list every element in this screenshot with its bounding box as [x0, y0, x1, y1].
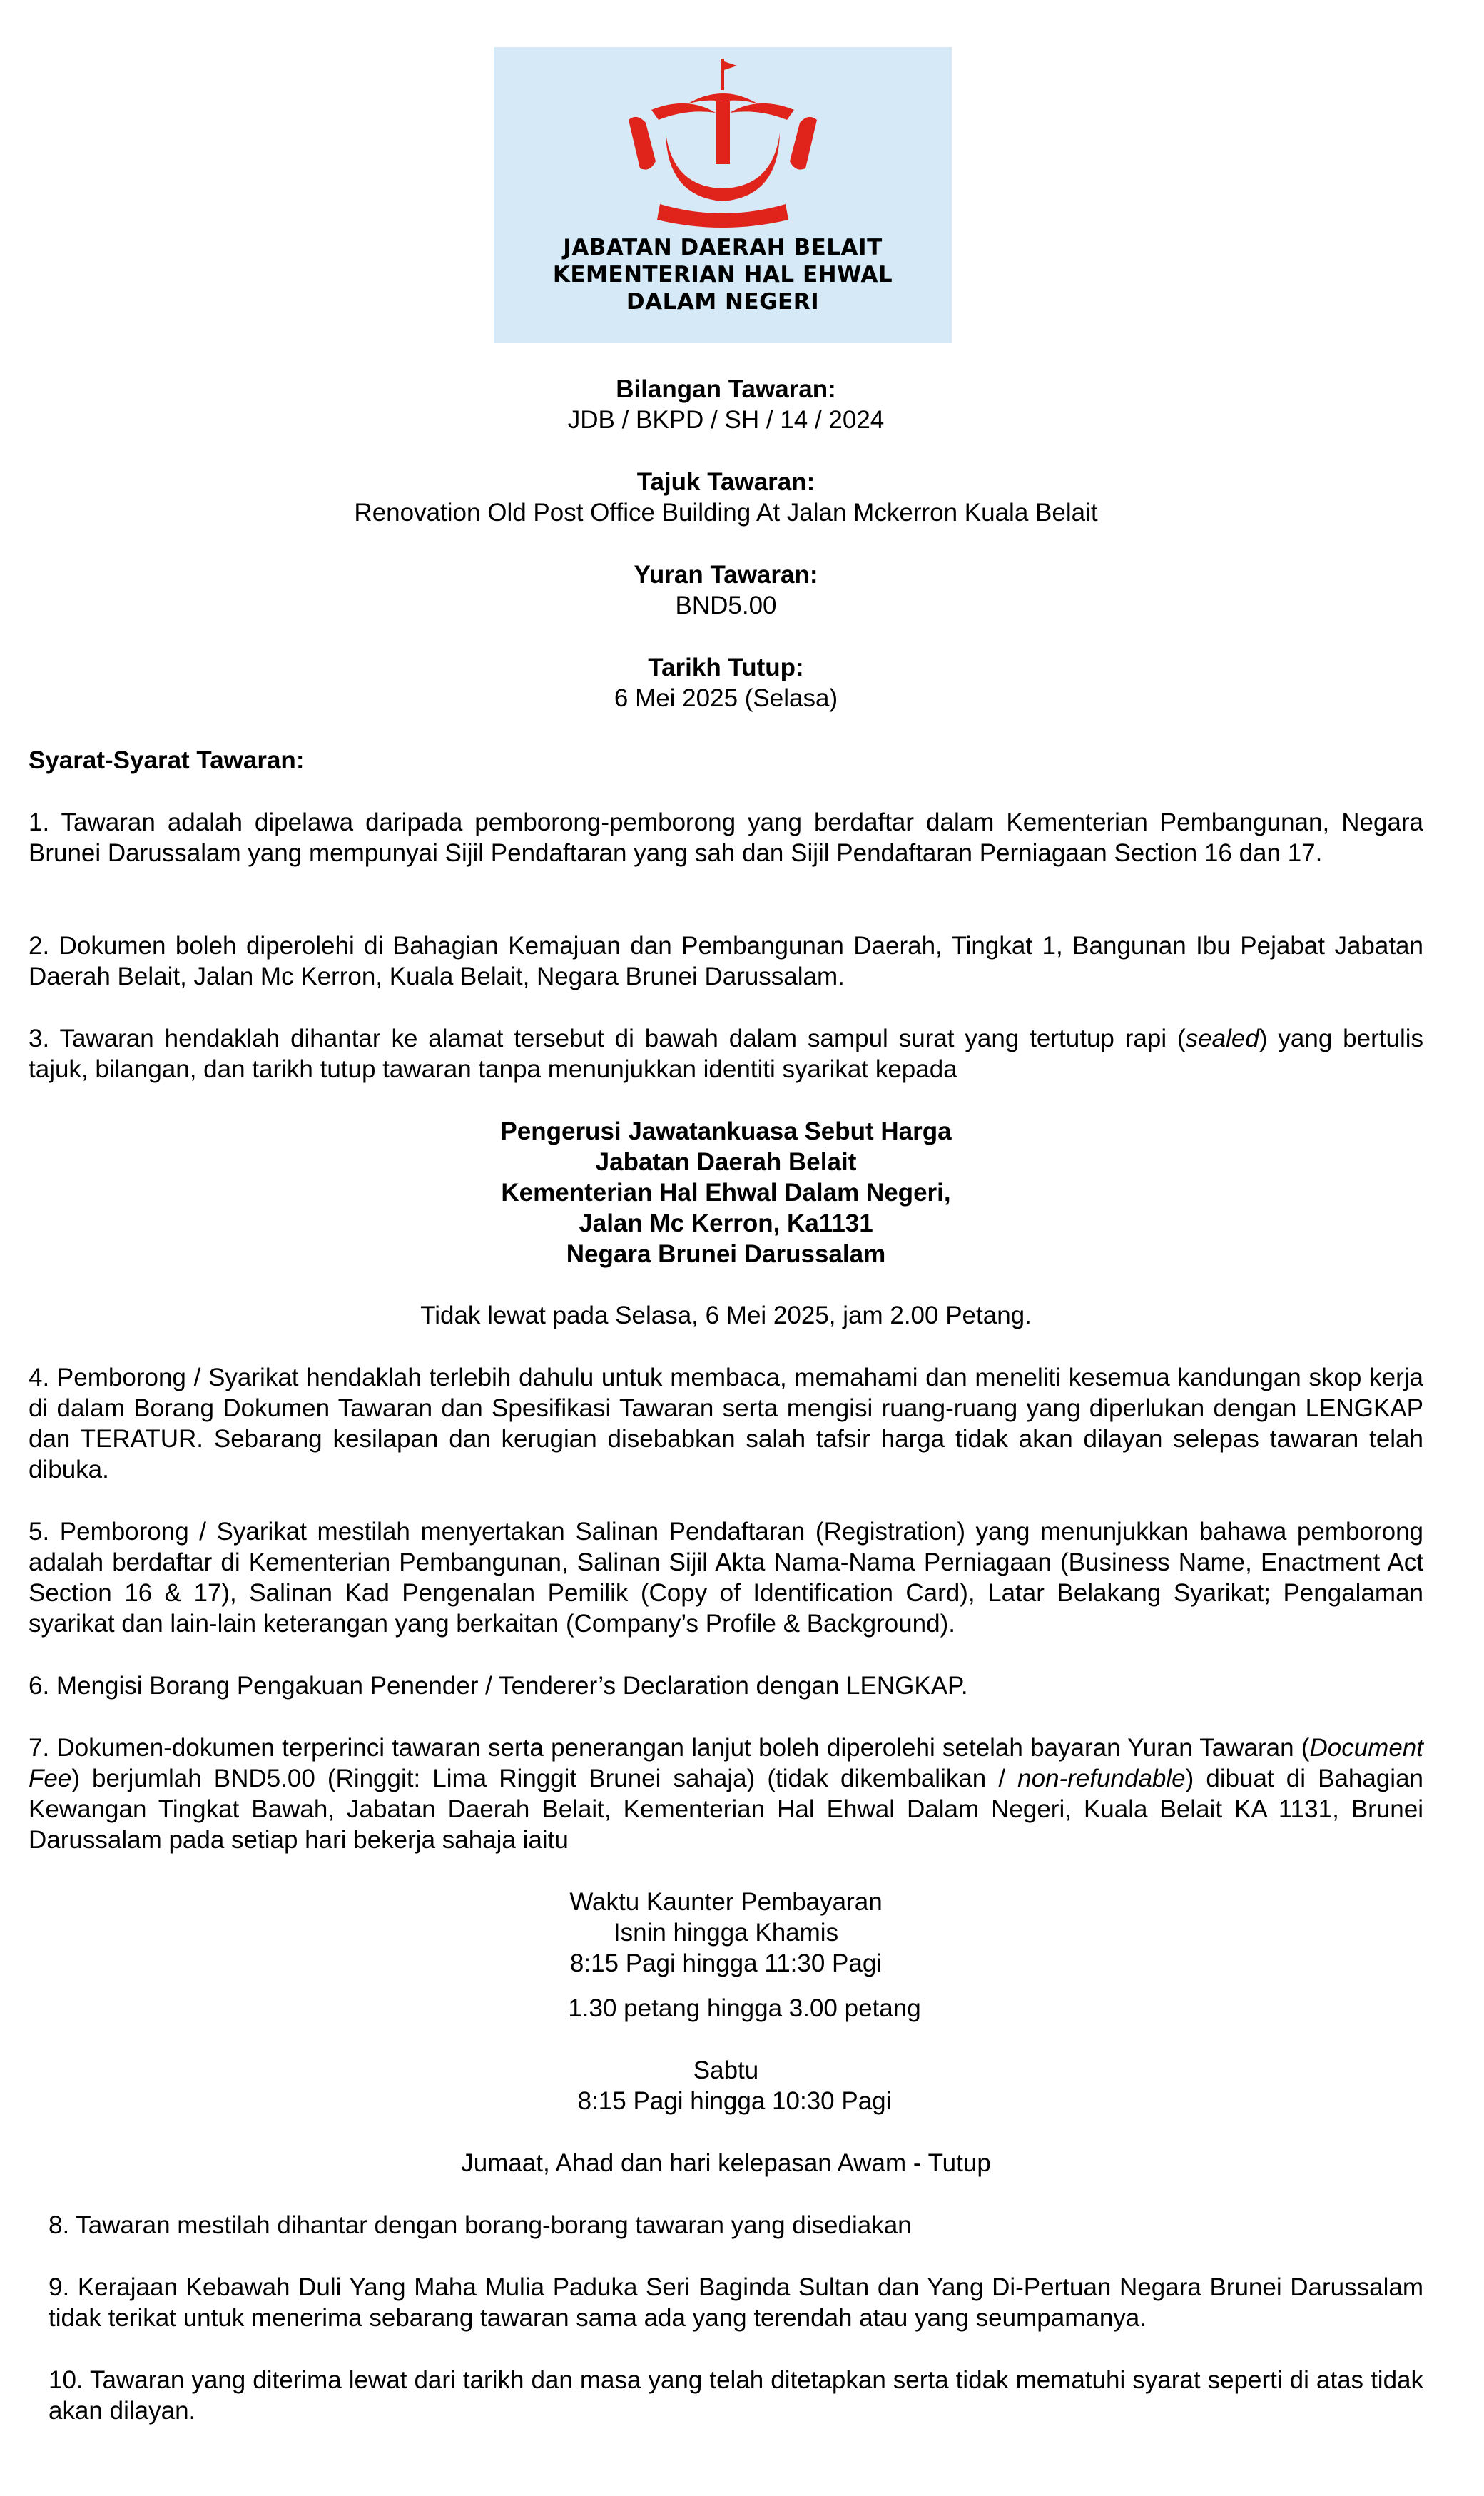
address-line-2: Jabatan Daerah Belait	[595, 1148, 857, 1176]
tajuk-value: Renovation Old Post Office Building At Jalan Mckerron Kuala Belait	[354, 499, 1098, 527]
term-item-6: 6. Mengisi Borang Pengakuan Penender / Tenderer’s Declaration dengan LENGKAP.	[29, 1672, 968, 1700]
logo-line-3: DALAM NEGERI	[626, 289, 820, 315]
term-item-1: 1. Tawaran adalah dipelawa daripada pemborong-pemborong yang berdaftar dalam Kementerian Pembangunan, Negara Brunei Darussalam yang mempunyai Sijil Pendaftaran yang sah dan Sijil Pendaftaran Perniagaan Section 16 dan 17.	[29, 808, 1423, 867]
tarikh-value: 6 Mei 2025 (Selasa)	[614, 684, 838, 712]
term-item-3	[29, 1023, 1423, 1085]
bilangan-label: Bilangan Tawaran:	[616, 375, 836, 403]
logo-line-2: KEMENTERIAN HAL EHWAL	[552, 262, 893, 288]
counter-closed: Jumaat, Ahad dan hari kelepasan Awam - Tutup	[461, 2149, 991, 2177]
term-item-5: 5. Pemborong / Syarikat mestilah menyertakan Salinan Pendaftaran (Registration) yang menunjukkan bahawa pemborong adalah berdaftar di Kementerian Pembangunan, Salinan Sijil Akta Nama-Nama Perniagaan (Business Name, Enactment Act Section 16 & 17), Salinan Kad Pengenalan Pemilik (Copy of Identification Card), Latar Belakang Syarikat; Pengalaman syarikat dan lain-lain keterangan yang berkaitan (Company’s Profile & Background).	[29, 1518, 1423, 1638]
bilangan-value: JDB / BKPD / SH / 14 / 2024	[567, 406, 885, 434]
counter-title: Waktu Kaunter Pembayaran	[569, 1888, 883, 1916]
department-logo	[494, 47, 952, 343]
address-line-1: Pengerusi Jawatankuasa Sebut Harga	[500, 1117, 952, 1145]
counter-weekdays-am: 8:15 Pagi hingga 11:30 Pagi	[569, 1949, 883, 1977]
term-item-8: 8. Tawaran mestilah dihantar dengan borang-borang tawaran yang disediakan	[49, 2211, 912, 2239]
term-item-7-part-a: 7. Dokumen-dokumen terperinci tawaran serta penerangan lanjut boleh diperolehi setelah bayaran Yuran Tawaran (	[29, 1734, 1310, 1762]
term-item-7-non-refundable: non-refundable	[1017, 1765, 1186, 1792]
terms-heading: Syarat-Syarat Tawaran:	[29, 746, 305, 774]
term-item-3-sealed: sealed	[1185, 1025, 1259, 1052]
address-line-4: Jalan Mc Kerron, Ka1131	[579, 1209, 873, 1237]
term-item-7-part-b: ) berjumlah BND5.00 (Ringgit: Lima Ringgit Brunei sahaja) (tidak dikembalikan /	[71, 1765, 1018, 1792]
logo-line-1: JABATAN DAERAH BELAIT	[563, 235, 883, 260]
yuran-value: BND5.00	[675, 592, 777, 619]
tajuk-label: Tajuk Tawaran:	[636, 468, 815, 496]
term-item-3-part-a: 3. Tawaran hendaklah dihantar ke alamat tersebut di bawah dalam sampul surat yang tertutup rapi (	[29, 1025, 1186, 1052]
term-item-4: 4. Pemborong / Syarikat hendaklah terlebih dahulu untuk membaca, memahami dan meneliti kesemua kandungan skop kerja di dalam Borang Dokumen Tawaran dan Spesifikasi Tawaran serta mengisi ruang-ruang yang diperlukan dengan LENGKAP dan TERATUR. Sebarang kesilapan dan kerugian disebabkan salah tafsir harga tidak akan dilayan selepas tawaran telah dibuka.	[29, 1364, 1423, 1483]
deadline-text: Tidak lewat pada Selasa, 6 Mei 2025, jam 2.00 Petang.	[420, 1302, 1032, 1329]
term-item-7-part-c: ) dibuat di Bahagian Kewangan Tingkat Bawah, Jabatan Daerah Belait, Kementerian Hal Ehwal Dalam Negeri, Kuala Belait KA 1131, Brunei Darussalam pada setiap hari bekerja sahaja iaitu	[29, 1765, 1424, 1854]
address-line-5: Negara Brunei Darussalam	[566, 1240, 886, 1268]
term-item-9: 9. Kerajaan Kebawah Duli Yang Maha Mulia Paduka Seri Baginda Sultan dan Yang Di-Pertuan Negara Brunei Darussalam tidak terikat untuk menerima sebarang tawaran sama ada yang terendah atau yang seumpamanya.	[49, 2273, 1423, 2332]
term-item-10: 10. Tawaran yang diterima lewat dari tarikh dan masa yang telah ditetapkan serta tidak mematuhi syarat seperti di atas tidak akan dilayan.	[49, 2366, 1423, 2425]
term-item-3-part-b: ) yang bertulis tajuk, bilangan, dan tarikh tutup tawaran tanpa menunjukkan identiti syarikat kepada	[29, 1025, 1424, 1083]
term-item-2: 2. Dokumen boleh diperolehi di Bahagian Kemajuan dan Pembangunan Daerah, Tingkat 1, Bangunan Ibu Pejabat Jabatan Daerah Belait, Jalan Mc Kerron, Kuala Belait, Negara Brunei Darussalam.	[29, 932, 1423, 990]
yuran-label: Yuran Tawaran:	[634, 561, 818, 589]
counter-weekdays: Isnin hingga Khamis	[613, 1919, 839, 1947]
counter-saturday-time: 8:15 Pagi hingga 10:30 Pagi	[577, 2087, 892, 2115]
counter-saturday: Sabtu	[693, 2056, 759, 2084]
brunei-crest-icon	[609, 54, 837, 233]
address-line-3: Kementerian Hal Ehwal Dalam Negeri,	[501, 1179, 951, 1207]
tarikh-label: Tarikh Tutup:	[648, 654, 804, 681]
term-item-7	[29, 1733, 1423, 1855]
term-item-7-document-fee: Document Fee	[29, 1734, 1423, 1792]
counter-weekdays-pm: 1.30 petang hingga 3.00 petang	[568, 1994, 921, 2022]
